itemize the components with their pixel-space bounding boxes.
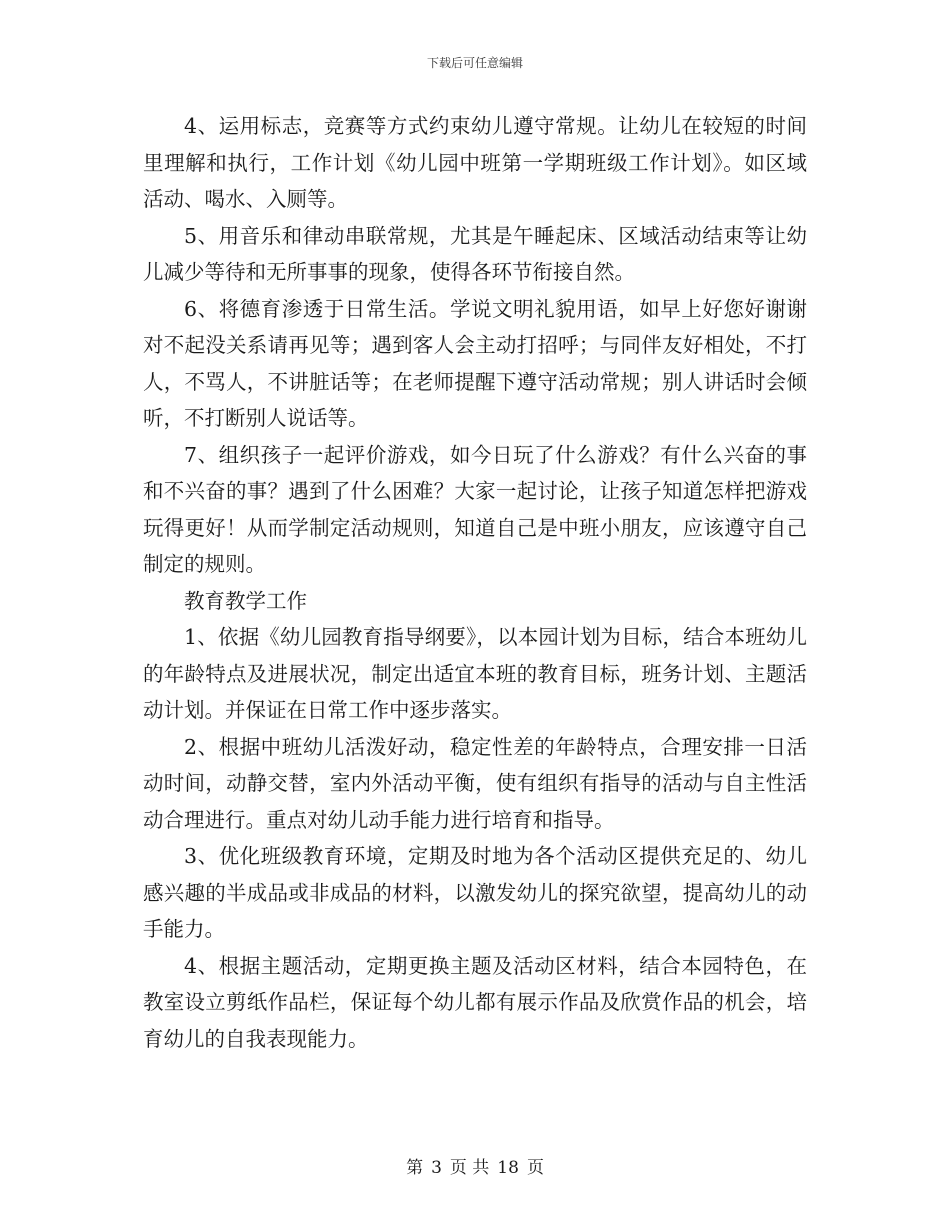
document-body <box>143 108 807 1057</box>
paragraph: 4、运用标志，竞赛等方式约束幼儿遵守常规。让幼儿在较短的时间里理解和执行，工作计划《幼儿园中班第一学期班级工作计划》。如区域活动、喝水、入厕等。 <box>143 114 807 211</box>
page-number-prefix: 第 <box>406 1158 424 1178</box>
paragraph: 4、根据主题活动，定期更换主题及活动区材料，结合本园特色，在教室设立剪纸作品栏，保证每个幼儿都有展示作品及欣赏作品的机会，培育幼儿的自我表现能力。 <box>143 953 807 1051</box>
paragraph: 1、依据《幼儿园教育指导纲要》，以本园计划为目标，结合本班幼儿的年龄特点及进展状况，制定出适宜本班的教育目标，班务计划、主题活动计划。并保证在日常工作中逐步落实。 <box>143 625 807 722</box>
section-heading: 教育教学工作 <box>184 588 307 613</box>
page-footer <box>0 1153 950 1178</box>
page-number-middle: 页 共 <box>449 1158 490 1178</box>
total-pages-number: 18 <box>497 1158 519 1178</box>
paragraph: 3、优化班级教育环境，定期及时地为各个活动区提供充足的、幼儿感兴趣的半成品或非成品的材料，以激发幼儿的探究欲望，提高幼儿的动手能力。 <box>143 844 807 941</box>
paragraph: 2、根据中班幼儿活泼好动，稳定性差的年龄特点，合理安排一日活动时间，动静交替，室内外活动平衡，使有组织有指导的活动与自主性活动合理进行。重点对幼儿动手能力进行培育和指导。 <box>143 734 807 832</box>
paragraph: 7、组织孩子一起评价游戏，如今日玩了什么游戏？有什么兴奋的事和不兴奋的事？遇到了什么困难？大家一起讨论，让孩子知道怎样把游戏玩得更好！从而学制定活动规则，知道自己是中班小朋友，应该遵守自己制定的规则。 <box>143 442 807 576</box>
paragraph: 6、将德育渗透于日常生活。学说文明礼貌用语，如早上好您好谢谢对不起没关系请再见等；遇到客人会主动打招呼；与同伴友好相处，不打人，不骂人，不讲脏话等；在老师提醒下遵守活动常规；别人讲话时会倾听，不打断别人说话等。 <box>143 296 807 430</box>
current-page-number: 3 <box>431 1158 442 1178</box>
page-number-suffix: 页 <box>526 1158 544 1178</box>
page-header-note: 下载后可任意编辑 <box>426 56 523 70</box>
paragraph: 5、用音乐和律动串联常规，尤其是午睡起床、区域活动结束等让幼儿减少等待和无所事事的现象，使得各环节衔接自然。 <box>143 223 807 284</box>
